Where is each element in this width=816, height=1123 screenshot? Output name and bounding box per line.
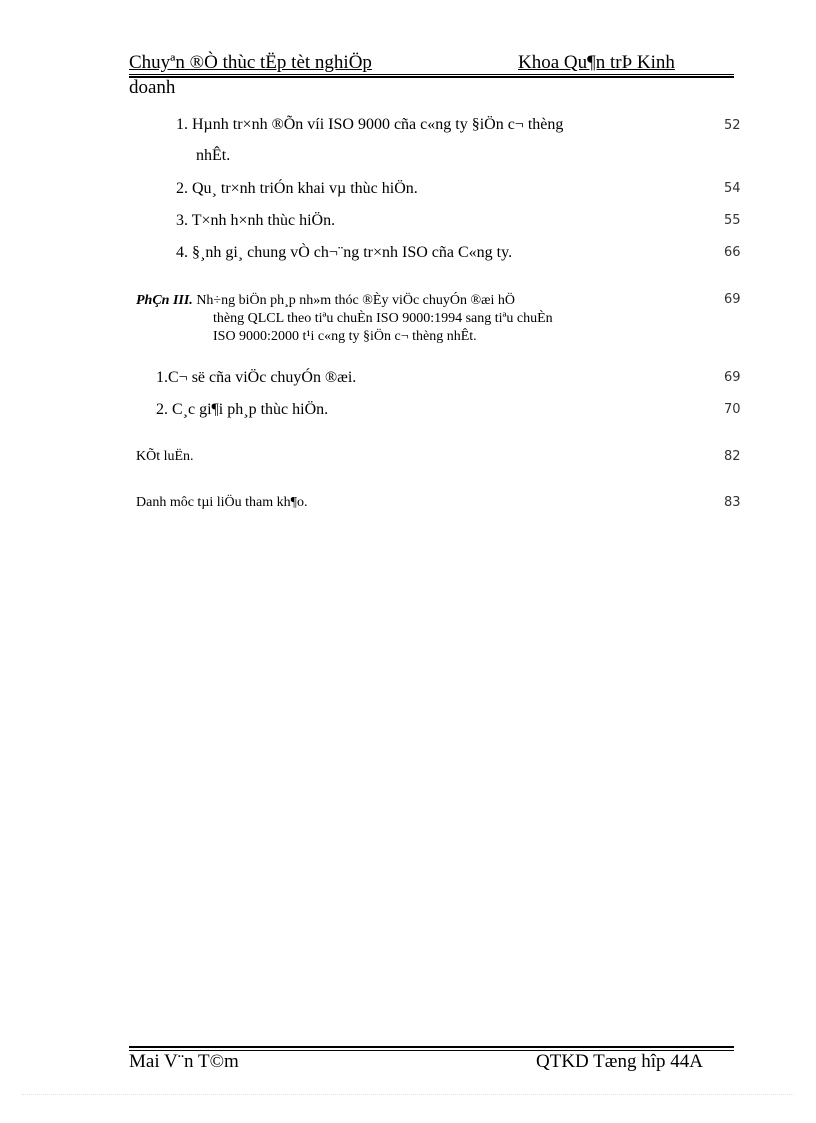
footer-author: Mai V¨n T©m <box>129 1051 239 1072</box>
footer-class: QTKD Tæng hîp 44A <box>536 1051 703 1072</box>
toc-references-text: Danh môc tµi liÖu tham kh¶o. <box>136 495 308 510</box>
toc-item-1-page: 52 <box>724 118 741 133</box>
toc-item-4-text: 4. §¸nh gi¸ chung vÒ ch¬¨ng tr×nh ISO cña C«ng ty. <box>176 244 513 261</box>
toc-part-3-title: Nh÷ng biÖn ph¸p nh»m thóc ®Èy viÖc chuyÓn ®æi hÖ <box>196 293 515 308</box>
header-rule-thick <box>129 76 734 78</box>
toc-sub-item-1-text: 1.C¬ së cña viÖc chuyÓn ®æi. <box>156 369 357 386</box>
toc-part-3-line-3: ISO 9000:2000 t¹i c«ng ty §iÖn c¬ thèng nhÊt. <box>213 329 477 344</box>
header-title-left: Chuyªn ®Ò thùc tËp tèt nghiÖp <box>129 52 372 73</box>
footer-rule-thick <box>129 1046 734 1048</box>
toc-item-1-text-cont: nhÊt. <box>196 147 231 164</box>
toc-sub-item-1-page: 69 <box>724 370 741 385</box>
toc-item-1-text: 1. Hµnh tr×nh ®Õn víi ISO 9000 cña c«ng ty §iÖn c¬ thèng <box>176 116 564 133</box>
toc-item-3-page: 55 <box>724 213 741 228</box>
toc-references-page: 83 <box>724 495 741 510</box>
toc-part-3-label: PhÇn III. <box>136 293 193 308</box>
header-title-right: Khoa Qu¶n trÞ Kinh <box>518 52 675 73</box>
toc-sub-item-2-text: 2. C¸c gi¶i ph¸p thùc hiÖn. <box>156 401 329 418</box>
header-rule <box>129 74 734 75</box>
toc-part-3-page: 69 <box>724 292 741 307</box>
page-bottom-divider <box>22 1094 794 1095</box>
toc-item-4-page: 66 <box>724 245 741 260</box>
toc-item-2-page: 54 <box>724 181 741 196</box>
header-title-continuation: doanh <box>129 77 176 98</box>
toc-sub-item-2-page: 70 <box>724 402 741 417</box>
toc-part-3-line-1 <box>136 292 676 310</box>
toc-item-3-text: 3. T×nh h×nh thùc hiÖn. <box>176 212 336 229</box>
toc-item-2-text: 2. Qu¸ tr×nh triÓn khai vµ thùc hiÖn. <box>176 180 418 197</box>
toc-part-3-line-2: thèng QLCL theo tiªu chuÈn ISO 9000:1994 sang tiªu chuÈn <box>213 311 553 326</box>
toc-conclusion-text: KÕt luËn. <box>136 449 194 464</box>
toc-conclusion-page: 82 <box>724 449 741 464</box>
toc-part-3 <box>136 292 676 346</box>
